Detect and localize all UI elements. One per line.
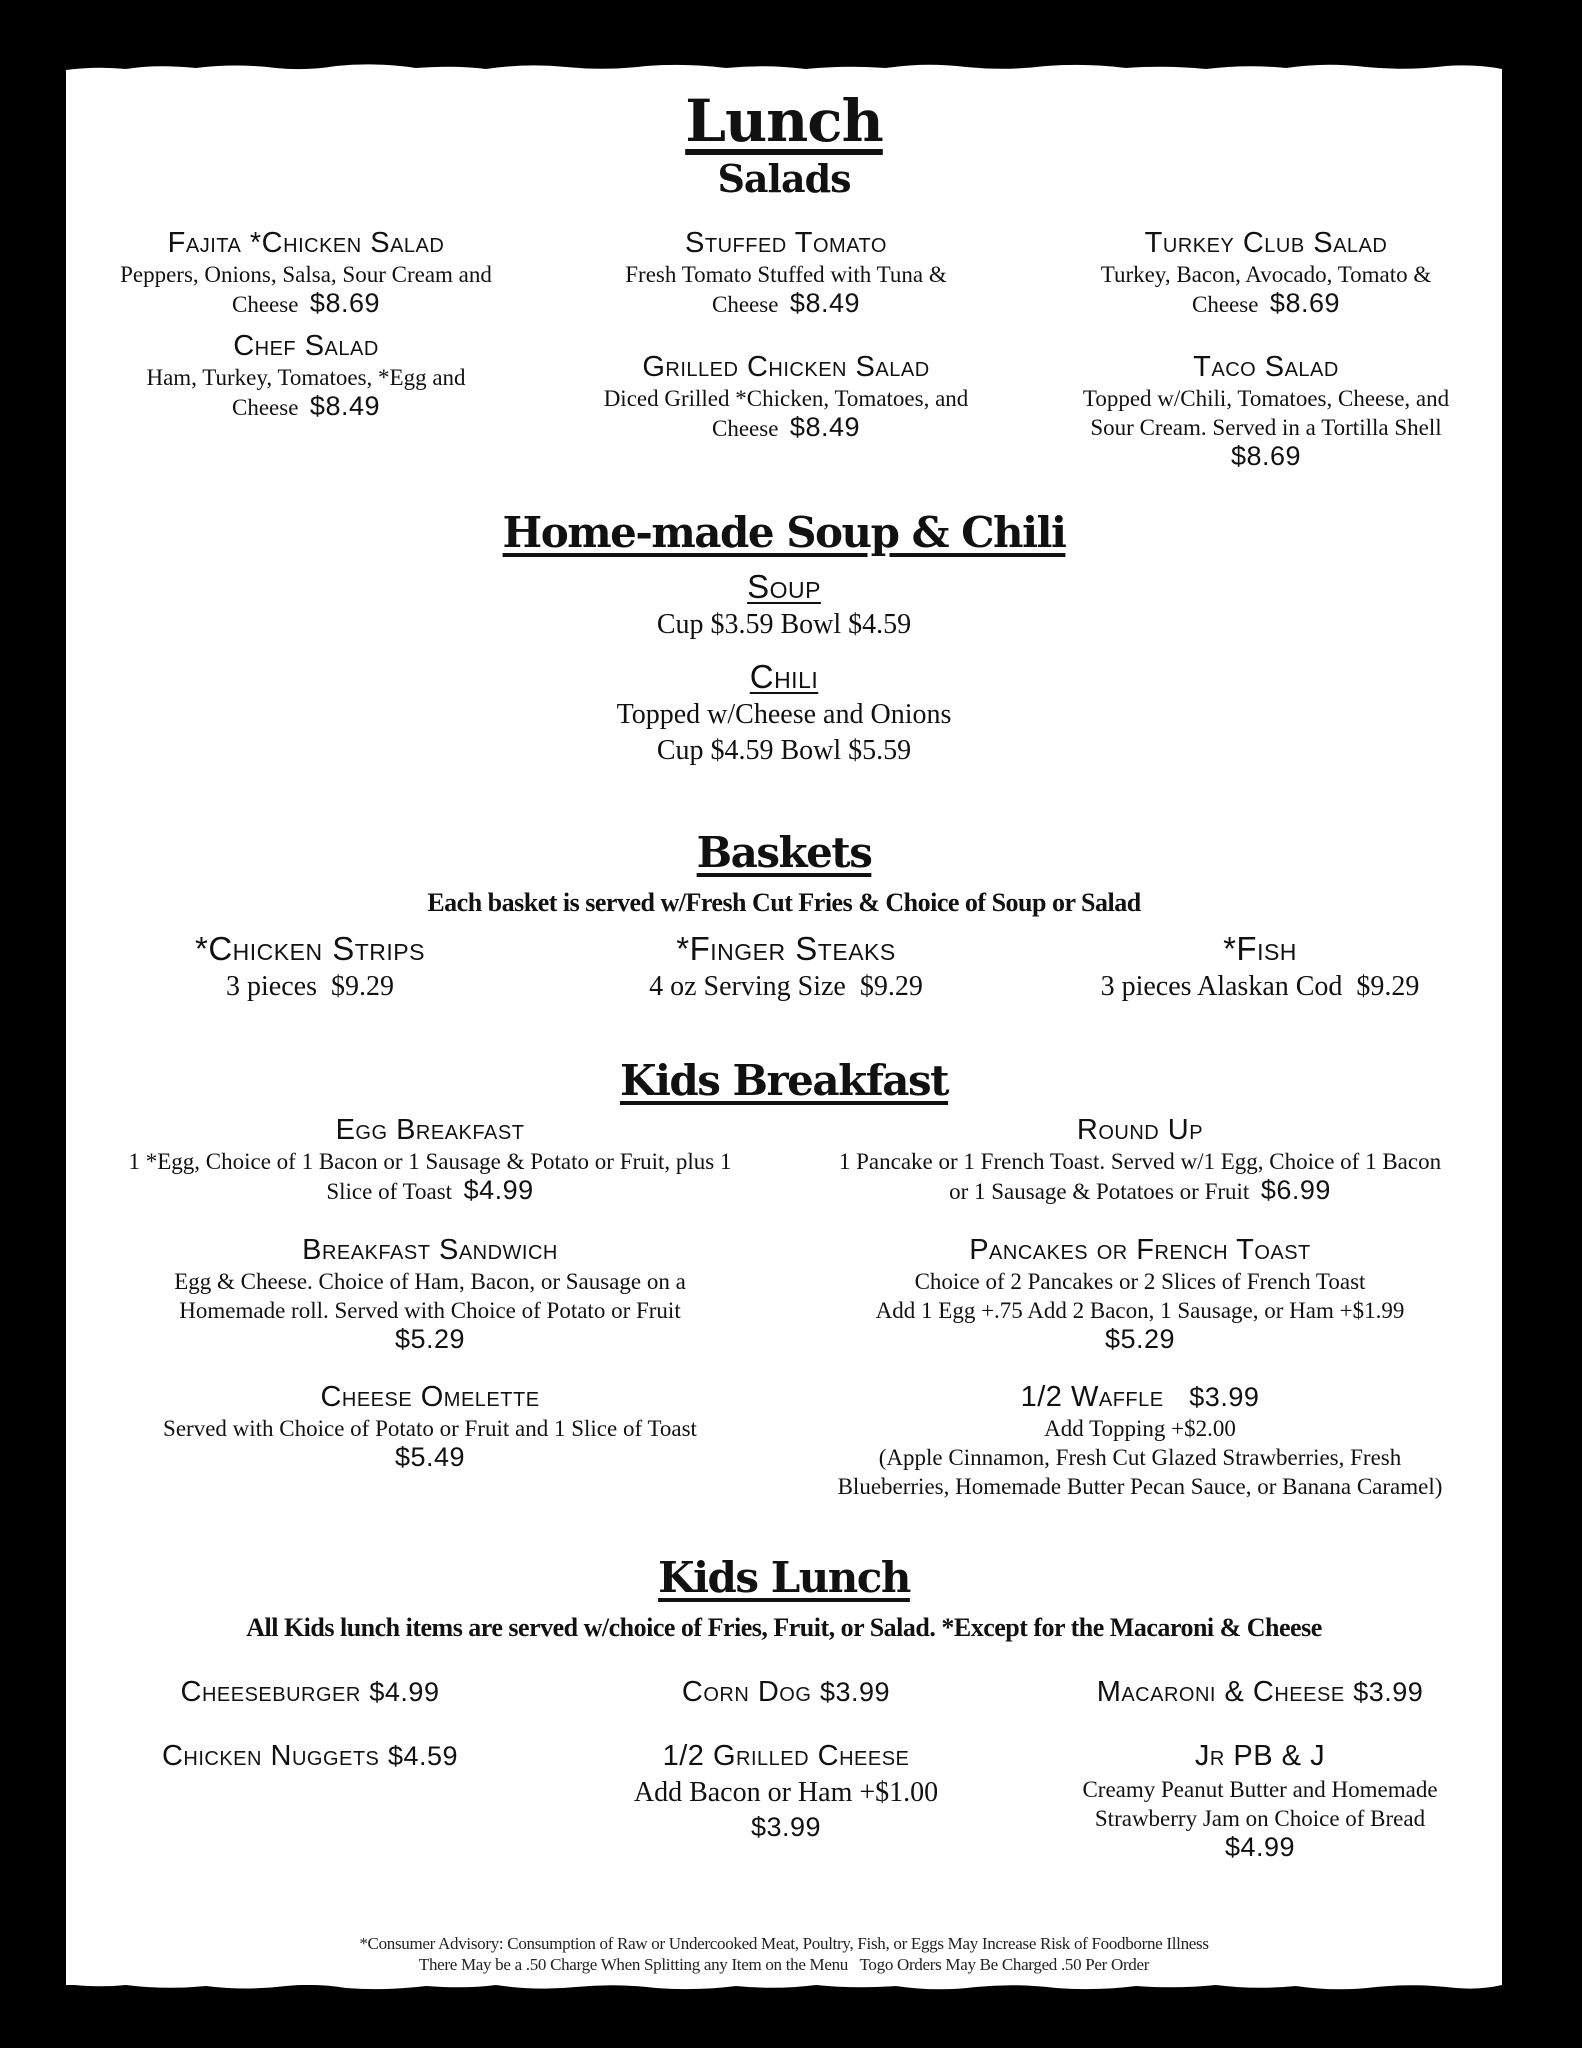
item-price: $6.99 — [1260, 1175, 1331, 1205]
menu-item — [790, 1116, 1490, 1206]
item-price: $3.99 — [819, 1677, 891, 1707]
item-price: $4.99 — [463, 1175, 534, 1205]
menu-item — [556, 1678, 1016, 1707]
item-name: Egg Breakfast — [335, 1114, 525, 1146]
item-description: Choice of 2 Pancakes or 2 Slices of French Toast — [914, 1269, 1366, 1294]
item-price: $9.29 — [1356, 971, 1420, 1002]
menu-item — [1030, 932, 1490, 1005]
menu-item — [80, 1678, 540, 1707]
item-description: Diced Grilled *Chicken, Tomatoes, and — [603, 386, 969, 411]
item-price: $3.99 — [1189, 1382, 1260, 1412]
item-price: $4.59 — [387, 1741, 459, 1771]
item-description: Strawberry Jam on Choice of Bread — [1094, 1806, 1426, 1831]
item-name: *Chicken Strips — [195, 930, 425, 967]
item-price: $8.49 — [789, 412, 860, 442]
torn-edge-top — [66, 62, 1502, 76]
item-price: $5.29 — [394, 1324, 466, 1354]
item-price: $9.29 — [859, 971, 923, 1002]
item-description: Add 1 Egg +.75 Add 2 Bacon, 1 Sausage, or Ham +$1.99 — [875, 1298, 1405, 1323]
menu-item — [556, 1742, 1016, 1843]
item-description: 3 pieces Alaskan Cod — [1100, 971, 1343, 1002]
item-price: $8.49 — [309, 391, 380, 421]
menu-item — [80, 1383, 780, 1471]
item-description: Homemade roll. Served with Choice of Potato or Fruit — [179, 1298, 681, 1323]
item-price: $3.99 — [750, 1812, 822, 1842]
menu-item — [80, 1116, 780, 1206]
item-name: Jr PB & J — [1194, 1740, 1326, 1772]
page-title: Lunch — [685, 87, 883, 155]
footer-advisory — [66, 1933, 1502, 1975]
item-price: $4.99 — [1224, 1832, 1296, 1862]
item-price: Cup $3.59 Bowl $4.59 — [656, 609, 912, 640]
menu-item — [1026, 353, 1506, 470]
menu-item — [546, 353, 1026, 443]
item-price: $5.49 — [394, 1442, 466, 1472]
item-description: Cheese — [1192, 292, 1259, 317]
item-description: Add Bacon or Ham +$1.00 — [633, 1777, 939, 1808]
section-heading-baskets: Baskets — [696, 828, 872, 877]
item-name: Macaroni & Cheese — [1096, 1676, 1345, 1708]
item-name: Chili — [749, 658, 819, 695]
item-name: 1/2 Grilled Cheese — [662, 1740, 910, 1772]
item-description: Topped w/Chili, Tomatoes, Cheese, and — [1082, 386, 1450, 411]
item-name: Cheese Omelette — [320, 1381, 540, 1413]
item-name: Soup — [747, 568, 821, 605]
item-name: Breakfast Sandwich — [302, 1234, 558, 1266]
item-name: Pancakes or French Toast — [969, 1234, 1311, 1266]
item-description: Sour Cream. Served in a Tortilla Shell — [1090, 415, 1442, 440]
item-price: $8.49 — [789, 288, 860, 318]
item-description: Cheese — [712, 292, 779, 317]
item-price: $4.99 — [369, 1677, 440, 1707]
menu-item — [1030, 1678, 1490, 1707]
item-description: Turkey, Bacon, Avocado, Tomato & — [1100, 262, 1432, 287]
item-name: Chicken Nuggets — [161, 1740, 380, 1772]
menu-item — [1030, 1742, 1490, 1861]
item-price: Cup $4.59 Bowl $5.59 — [656, 735, 912, 766]
item-description: Slice of Toast — [326, 1179, 453, 1204]
item-price: $3.99 — [1353, 1677, 1424, 1707]
item-description: Cheese — [712, 416, 779, 441]
section-note: Each basket is served w/Fresh Cut Fries & Choice of Soup or Salad — [427, 888, 1141, 917]
item-price: $8.69 — [1269, 288, 1340, 318]
item-description: Cheese — [232, 395, 299, 420]
item-description: Cheese — [232, 292, 299, 317]
consumer-advisory: *Consumer Advisory: Consumption of Raw or Undercooked Meat, Poultry, Fish, or Eggs May Increase Risk of Foodborne Illness — [359, 1934, 1209, 1953]
item-name: Turkey Club Salad — [1144, 227, 1388, 259]
section-heading-soup-chili: Home-made Soup & Chili — [502, 508, 1066, 557]
item-price: $8.69 — [309, 288, 380, 318]
item-description: Fresh Tomato Stuffed with Tuna & — [625, 262, 947, 287]
item-description: Add Topping +$2.00 — [1044, 1416, 1236, 1441]
menu-item — [66, 570, 1502, 643]
menu-item — [80, 932, 540, 1005]
menu-item — [790, 1236, 1490, 1353]
item-description: Creamy Peanut Butter and Homemade — [1082, 1777, 1438, 1802]
item-description: 3 pieces — [226, 971, 317, 1002]
torn-edge-bottom — [66, 1978, 1502, 1992]
item-name: Cheeseburger — [180, 1676, 361, 1708]
item-name: *Finger Steaks — [676, 930, 896, 967]
section-heading-kids-lunch: Kids Lunch — [658, 1553, 910, 1602]
item-price: $9.29 — [330, 971, 394, 1002]
item-description: 1 Pancake or 1 French Toast. Served w/1 Egg, Choice of 1 Bacon — [838, 1149, 1442, 1174]
menu-item — [66, 660, 1502, 769]
item-name: Corn Dog — [681, 1676, 812, 1708]
item-price: $5.29 — [1104, 1324, 1176, 1354]
menu-item — [556, 932, 1016, 1005]
menu-item — [80, 1742, 540, 1771]
section-heading-salads: Salads — [717, 156, 851, 201]
item-name: *Fish — [1223, 930, 1297, 967]
item-description: Ham, Turkey, Tomatoes, *Egg and — [146, 365, 466, 390]
item-name: Chef Salad — [233, 330, 379, 362]
menu-item — [66, 229, 546, 319]
menu-item — [66, 332, 546, 422]
item-name: Taco Salad — [1193, 351, 1339, 383]
item-description: 1 *Egg, Choice of 1 Bacon or 1 Sausage & Potato or Fruit, plus 1 — [128, 1149, 732, 1174]
section-heading-kids-breakfast: Kids Breakfast — [619, 1056, 949, 1105]
section-note: All Kids lunch items are served w/choice of Fries, Fruit, or Salad. *Except for the Macaroni & Cheese — [246, 1613, 1322, 1642]
menu-item — [546, 229, 1026, 319]
item-description: (Apple Cinnamon, Fresh Cut Glazed Strawberries, Fresh — [878, 1445, 1402, 1470]
item-description: Topped w/Cheese and Onions — [616, 699, 952, 730]
item-description: 4 oz Serving Size — [649, 971, 846, 1002]
menu-item — [1026, 229, 1506, 319]
item-name: Grilled Chicken Salad — [642, 351, 930, 383]
item-name: Round Up — [1076, 1114, 1204, 1146]
item-description: Served with Choice of Potato or Fruit and 1 Slice of Toast — [163, 1416, 697, 1441]
item-description: Egg & Cheese. Choice of Ham, Bacon, or Sausage on a — [174, 1269, 686, 1294]
item-name: 1/2 Waffle — [1020, 1381, 1164, 1413]
item-description: Blueberries, Homemade Butter Pecan Sauce, or Banana Caramel) — [837, 1474, 1443, 1499]
item-description: Peppers, Onions, Salsa, Sour Cream and — [120, 262, 492, 287]
item-price: $8.69 — [1230, 441, 1302, 471]
item-description: or 1 Sausage & Potatoes or Fruit — [949, 1179, 1250, 1204]
menu-item — [790, 1383, 1490, 1501]
menu-item — [80, 1236, 780, 1353]
item-name: Fajita *Chicken Salad — [167, 227, 445, 259]
item-name: Stuffed Tomato — [685, 227, 887, 259]
charge-notice: There May be a .50 Charge When Splitting any Item on the Menu Togo Orders May Be Charged .50 Per Order — [418, 1955, 1150, 1974]
